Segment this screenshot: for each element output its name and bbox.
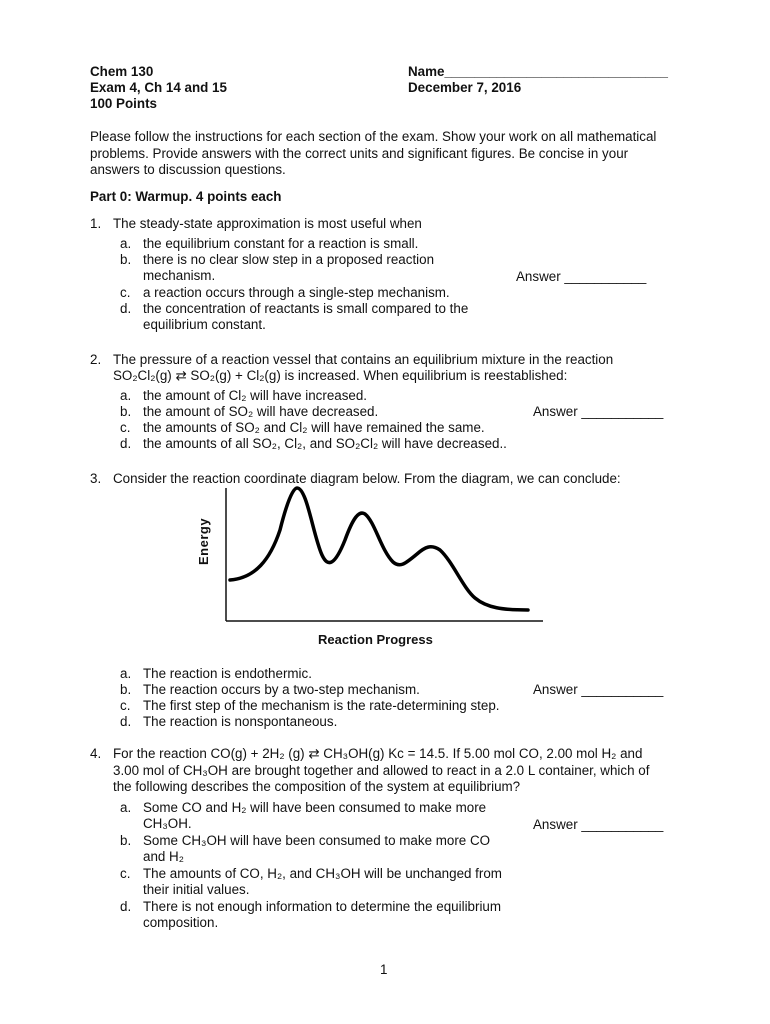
exam-title: Exam 4, Ch 14 and 15 [90, 80, 227, 95]
question-text: For the reaction CO(g) + 2H₂ (g) ⇄ CH₃OH(g) Kc = 14.5. If 5.00 mol CO, 2.00 mol H₂ and [113, 746, 643, 761]
question-text: The steady-state approximation is most useful when [113, 216, 422, 231]
option-letter: c. [120, 698, 131, 713]
points-label: 100 Points [90, 96, 157, 111]
question-1 [90, 216, 690, 336]
answer-blank[interactable]: Answer ___________ [533, 817, 664, 832]
instructions-line: Please follow the instructions for each section of the exam. Show your work on all mathematical [90, 129, 657, 144]
answer-blank[interactable]: Answer ___________ [533, 404, 664, 419]
instructions-line: answers to discussion questions. [90, 162, 286, 177]
option-letter: d. [120, 899, 132, 914]
option-text: The reaction is nonspontaneous. [143, 714, 338, 729]
option-text: the amounts of all SO₂, Cl₂, and SO₂Cl₂ will have decreased.. [143, 436, 507, 451]
option-text: the amount of Cl₂ will have increased. [143, 388, 368, 403]
question-3-options [90, 666, 690, 736]
answer-blank[interactable]: Answer ___________ [533, 682, 664, 697]
question-4 [90, 746, 690, 936]
instructions-line: problems. Provide answers with the correct units and significant figures. Be concise in your [90, 146, 629, 161]
option-letter: d. [120, 301, 132, 316]
question-number: 4. [90, 746, 102, 761]
option-letter: a. [120, 666, 132, 681]
option-letter: c. [120, 866, 131, 881]
option-letter: d. [120, 436, 132, 451]
option-letter: b. [120, 833, 132, 848]
energy-curve [230, 488, 528, 610]
option-text: the amount of SO₂ will have decreased. [143, 404, 379, 419]
option-letter: a. [120, 800, 132, 815]
option-letter: a. [120, 236, 132, 251]
option-text: equilibrium constant. [143, 317, 266, 332]
question-text: SO₂Cl₂(g) ⇄ SO₂(g) + Cl₂(g) is increased. When equilibrium is reestablished: [113, 368, 568, 383]
option-text: the amounts of SO₂ and Cl₂ will have remained the same. [143, 420, 485, 435]
option-letter: c. [120, 285, 131, 300]
option-text: Some CO and H₂ will have been consumed to make more [143, 800, 487, 815]
option-letter: d. [120, 714, 132, 729]
option-text: The reaction occurs by a two-step mechanism. [143, 682, 420, 697]
question-text: the following describes the composition of the system at equilibrium? [113, 779, 521, 794]
question-2 [90, 352, 690, 452]
option-letter: b. [120, 682, 132, 697]
option-text: and H₂ [143, 849, 184, 864]
answer-blank[interactable]: Answer ___________ [516, 269, 647, 284]
option-text: The amounts of CO, H₂, and CH₃OH will be unchanged from [143, 866, 502, 881]
question-text: Consider the reaction coordinate diagram below. From the diagram, we can conclude: [113, 471, 621, 486]
option-text: a reaction occurs through a single-step mechanism. [143, 285, 450, 300]
y-axis-label: Energy [196, 517, 211, 565]
option-text: Some CH₃OH will have been consumed to make more CO [143, 833, 491, 848]
question-number: 1. [90, 216, 102, 231]
option-text: the concentration of reactants is small compared to the [143, 301, 469, 316]
option-text: The reaction is endothermic. [143, 666, 312, 681]
option-text: mechanism. [143, 268, 216, 283]
option-text: There is not enough information to determine the equilibrium [143, 899, 502, 914]
option-text: composition. [143, 915, 219, 930]
option-text: their initial values. [143, 882, 250, 897]
question-number: 2. [90, 352, 102, 367]
question-text: 3.00 mol of CH₃OH are brought together and allowed to react in a 2.0 L container, which of [113, 763, 650, 778]
option-letter: c. [120, 420, 131, 435]
option-text: there is no clear slow step in a proposed reaction [143, 252, 435, 267]
exam-date: December 7, 2016 [408, 80, 522, 95]
option-text: the equilibrium constant for a reaction is small. [143, 236, 419, 251]
reaction-coordinate-diagram [185, 480, 555, 655]
option-letter: b. [120, 252, 132, 267]
option-text: CH₃OH. [143, 816, 192, 831]
course-title: Chem 130 [90, 64, 154, 79]
page-number: 1 [380, 962, 388, 977]
option-letter: b. [120, 404, 132, 419]
option-letter: a. [120, 388, 132, 403]
name-field: Name______________________________ [408, 64, 668, 79]
option-text: The first step of the mechanism is the rate-determining step. [143, 698, 500, 713]
question-number: 3. [90, 471, 102, 486]
x-axis-label: Reaction Progress [318, 632, 433, 647]
section-title: Part 0: Warmup. 4 points each [90, 189, 282, 204]
question-text: The pressure of a reaction vessel that contains an equilibrium mixture in the reaction [113, 352, 614, 367]
